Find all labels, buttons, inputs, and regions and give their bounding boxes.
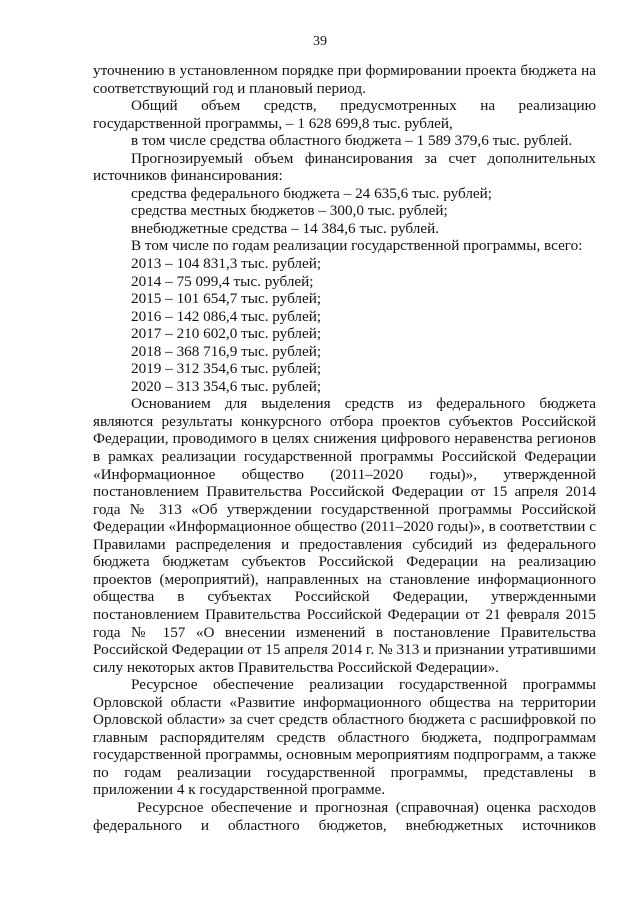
page-number: 39 bbox=[313, 34, 327, 49]
list-item: 2019 – 312 354,6 тыс. рублей; bbox=[131, 360, 322, 378]
paragraph-forecast-funding: Прогнозируемый объем финансирования за счет дополнительных источников финансирования: bbox=[93, 149, 596, 185]
document-body bbox=[93, 62, 596, 834]
list-item: 2014 – 75 099,4 тыс. рублей; bbox=[131, 272, 314, 290]
list-item: 2020 – 313 354,6 тыс. рублей; bbox=[131, 377, 322, 395]
paragraph-regional-funding: в том числе средства областного бюджета – 1 589 379,6 тыс. рублей. bbox=[131, 132, 573, 150]
funding-sources-list bbox=[93, 185, 596, 238]
list-item: 2015 – 101 654,7 тыс. рублей; bbox=[131, 290, 322, 308]
list-item: средства местных бюджетов – 300,0 тыс. рублей; bbox=[131, 202, 448, 220]
paragraph-continuation: уточнению в установленном порядке при формировании проекта бюджета на соответствующий год и плановый период. bbox=[93, 62, 596, 97]
list-item: 2017 – 210 602,0 тыс. рублей; bbox=[131, 325, 322, 343]
list-item: 2013 – 104 831,3 тыс. рублей; bbox=[131, 255, 322, 273]
list-item: 2016 – 142 086,4 тыс. рублей; bbox=[131, 307, 322, 325]
list-item: внебюджетные средства – 14 384,6 тыс. рублей. bbox=[131, 219, 439, 237]
paragraph-resource-provision: Ресурсное обеспечение реализации государственной программы Орловской области «Развитие информационного общества на территории Орловской области» за счет средств областного бюджета с расшифровкой по главным распорядителям средств областного бюджета, подпрограммам государственной программы, основным мероприятиям подпрограмм, а также по годам реализации государственной программы, представлены в приложении 4 к государственной программе. bbox=[93, 676, 596, 799]
paragraph-resource-estimate: Ресурсное обеспечение и прогнозная (справочная) оценка расходов федерального и областного бюджетов, внебюджетных источников bbox=[93, 798, 596, 834]
list-item: 2018 – 368 716,9 тыс. рублей; bbox=[131, 342, 322, 360]
paragraph-years-intro: В том числе по годам реализации государственной программы, всего: bbox=[131, 237, 583, 255]
paragraph-federal-basis: Основанием для выделения средств из федерального бюджета являются результаты конкурсного отбора проектов субъектов Российской Федерации, проводимого в целях снижения цифрового неравенства регионов в рамках реализации государственной программы Российской Федерации «Информационное общество (2011–2020 годы)», утвержденной постановлением Правительства Российской Федерации от 15 апреля 2014 года № 313 «Об утверждении государственной программы Российской Федерации «Информационное общество (2011–2020 годы)», в соответствии с Правилами распределения и предоставления субсидий из федерального бюджета бюджетам субъектов Российской Федерации на реализацию проектов (мероприятий), направленных на становление информационного общества в субъектах Российской Федерации, утвержденными постановлением Правительства Российской Федерации от 21 февраля 2015 года № 157 «О внесении изменений в постановление Правительства Российской Федерации от 15 апреля 2014 г. № 313 и признании утратившими силу некоторых актов Правительства Российской Федерации». bbox=[93, 395, 596, 676]
paragraph-total-funding: Общий объем средств, предусмотренных на реализацию государственной программы, – 1 628 699,8 тыс. рублей, bbox=[93, 97, 596, 132]
list-item: средства федерального бюджета – 24 635,6 тыс. рублей; bbox=[131, 184, 493, 202]
funding-by-year-list bbox=[93, 255, 596, 395]
